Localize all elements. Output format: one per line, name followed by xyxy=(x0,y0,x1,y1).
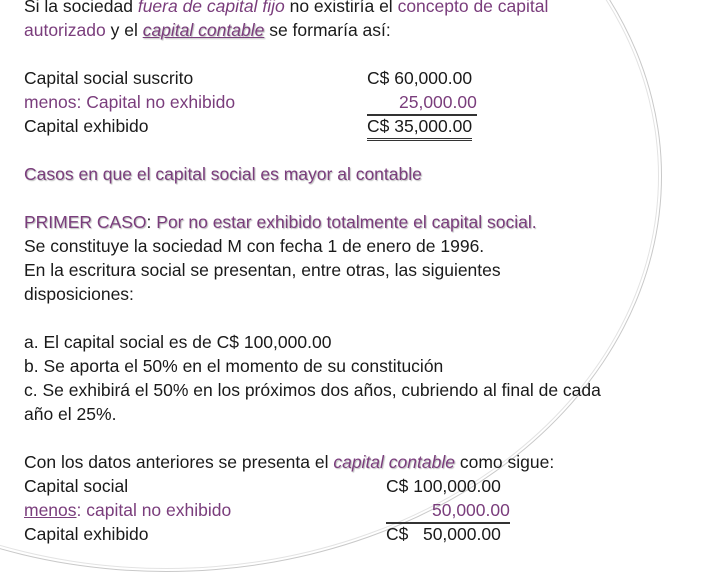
calc2-label: Capital social xyxy=(24,476,129,496)
intro-text: se formaría así: xyxy=(264,20,391,40)
calc2-row xyxy=(24,474,704,498)
intro-line-1 xyxy=(24,0,704,18)
list-item: a. El capital social es de C$ 100,000.00 xyxy=(24,332,332,352)
intro-line-2 xyxy=(24,18,704,42)
calc2-total: C$ 50,000.00 xyxy=(386,524,501,544)
list-item: c. Se exhibirá el 50% en los próximos dos años, cubriendo al final de cada xyxy=(24,380,601,400)
list-item: año el 25%. xyxy=(24,404,117,424)
closing-term-capital-contable: capital contable xyxy=(333,452,455,472)
intro-term-capital-contable: capital contable xyxy=(142,20,265,40)
intro-text: no existiría el xyxy=(284,0,398,16)
calc1-label: Capital exhibido xyxy=(24,116,149,136)
calc2-value: 50,000.00 xyxy=(386,498,510,524)
primer-caso-body: Se constituye la sociedad M con fecha 1 de enero de 1996. xyxy=(24,236,485,256)
label-prefix-menos: menos xyxy=(24,500,77,520)
calc1-label: Capital social suscrito xyxy=(24,68,194,88)
calc2-value: C$ 100,000.00 xyxy=(386,476,501,496)
section-heading: Casos en que el capital social es mayor al contable xyxy=(24,164,422,184)
calc1-total: C$ 35,000.00 xyxy=(367,114,472,141)
primer-caso-body: disposiciones: xyxy=(24,284,134,304)
calc1-label: menos: Capital no exhibido xyxy=(24,92,236,112)
closing-text: como sigue: xyxy=(454,452,555,472)
closing-line xyxy=(24,450,704,474)
primer-caso-body: En la escritura social se presentan, entre otras, las siguientes xyxy=(24,260,501,280)
primer-caso-title: Por no estar exhibido totalmente el capital social. xyxy=(151,212,537,232)
primer-caso-line xyxy=(24,210,704,234)
intro-text: y el xyxy=(105,20,143,40)
primer-caso-label: PRIMER CASO xyxy=(24,212,147,232)
list-item: b. Se aporta el 50% en el momento de su constitución xyxy=(24,356,444,376)
calc1-value: 25,000.00 xyxy=(367,90,477,116)
calc2-row xyxy=(24,498,704,522)
intro-term-concepto: concepto de capital xyxy=(397,0,549,16)
intro-text: Si la sociedad xyxy=(24,0,138,16)
calc2-label: Capital exhibido xyxy=(24,524,149,544)
intro-term-autorizado: autorizado xyxy=(24,20,106,40)
calc1-row xyxy=(24,114,704,138)
slide-content xyxy=(24,0,704,546)
label-prefix-menos: menos xyxy=(24,92,77,112)
closing-text: Con los datos anteriores se presenta el xyxy=(24,452,334,472)
calc1-row xyxy=(24,66,704,90)
calc1-value: C$ 60,000.00 xyxy=(367,68,473,88)
calc2-row xyxy=(24,522,704,546)
calc2-label: menos: capital no exhibido xyxy=(24,500,232,520)
intro-emphasis-capital-fijo: fuera de capital fijo xyxy=(137,0,285,16)
calc1-row xyxy=(24,90,704,114)
primer-caso-colon: : xyxy=(146,212,152,232)
